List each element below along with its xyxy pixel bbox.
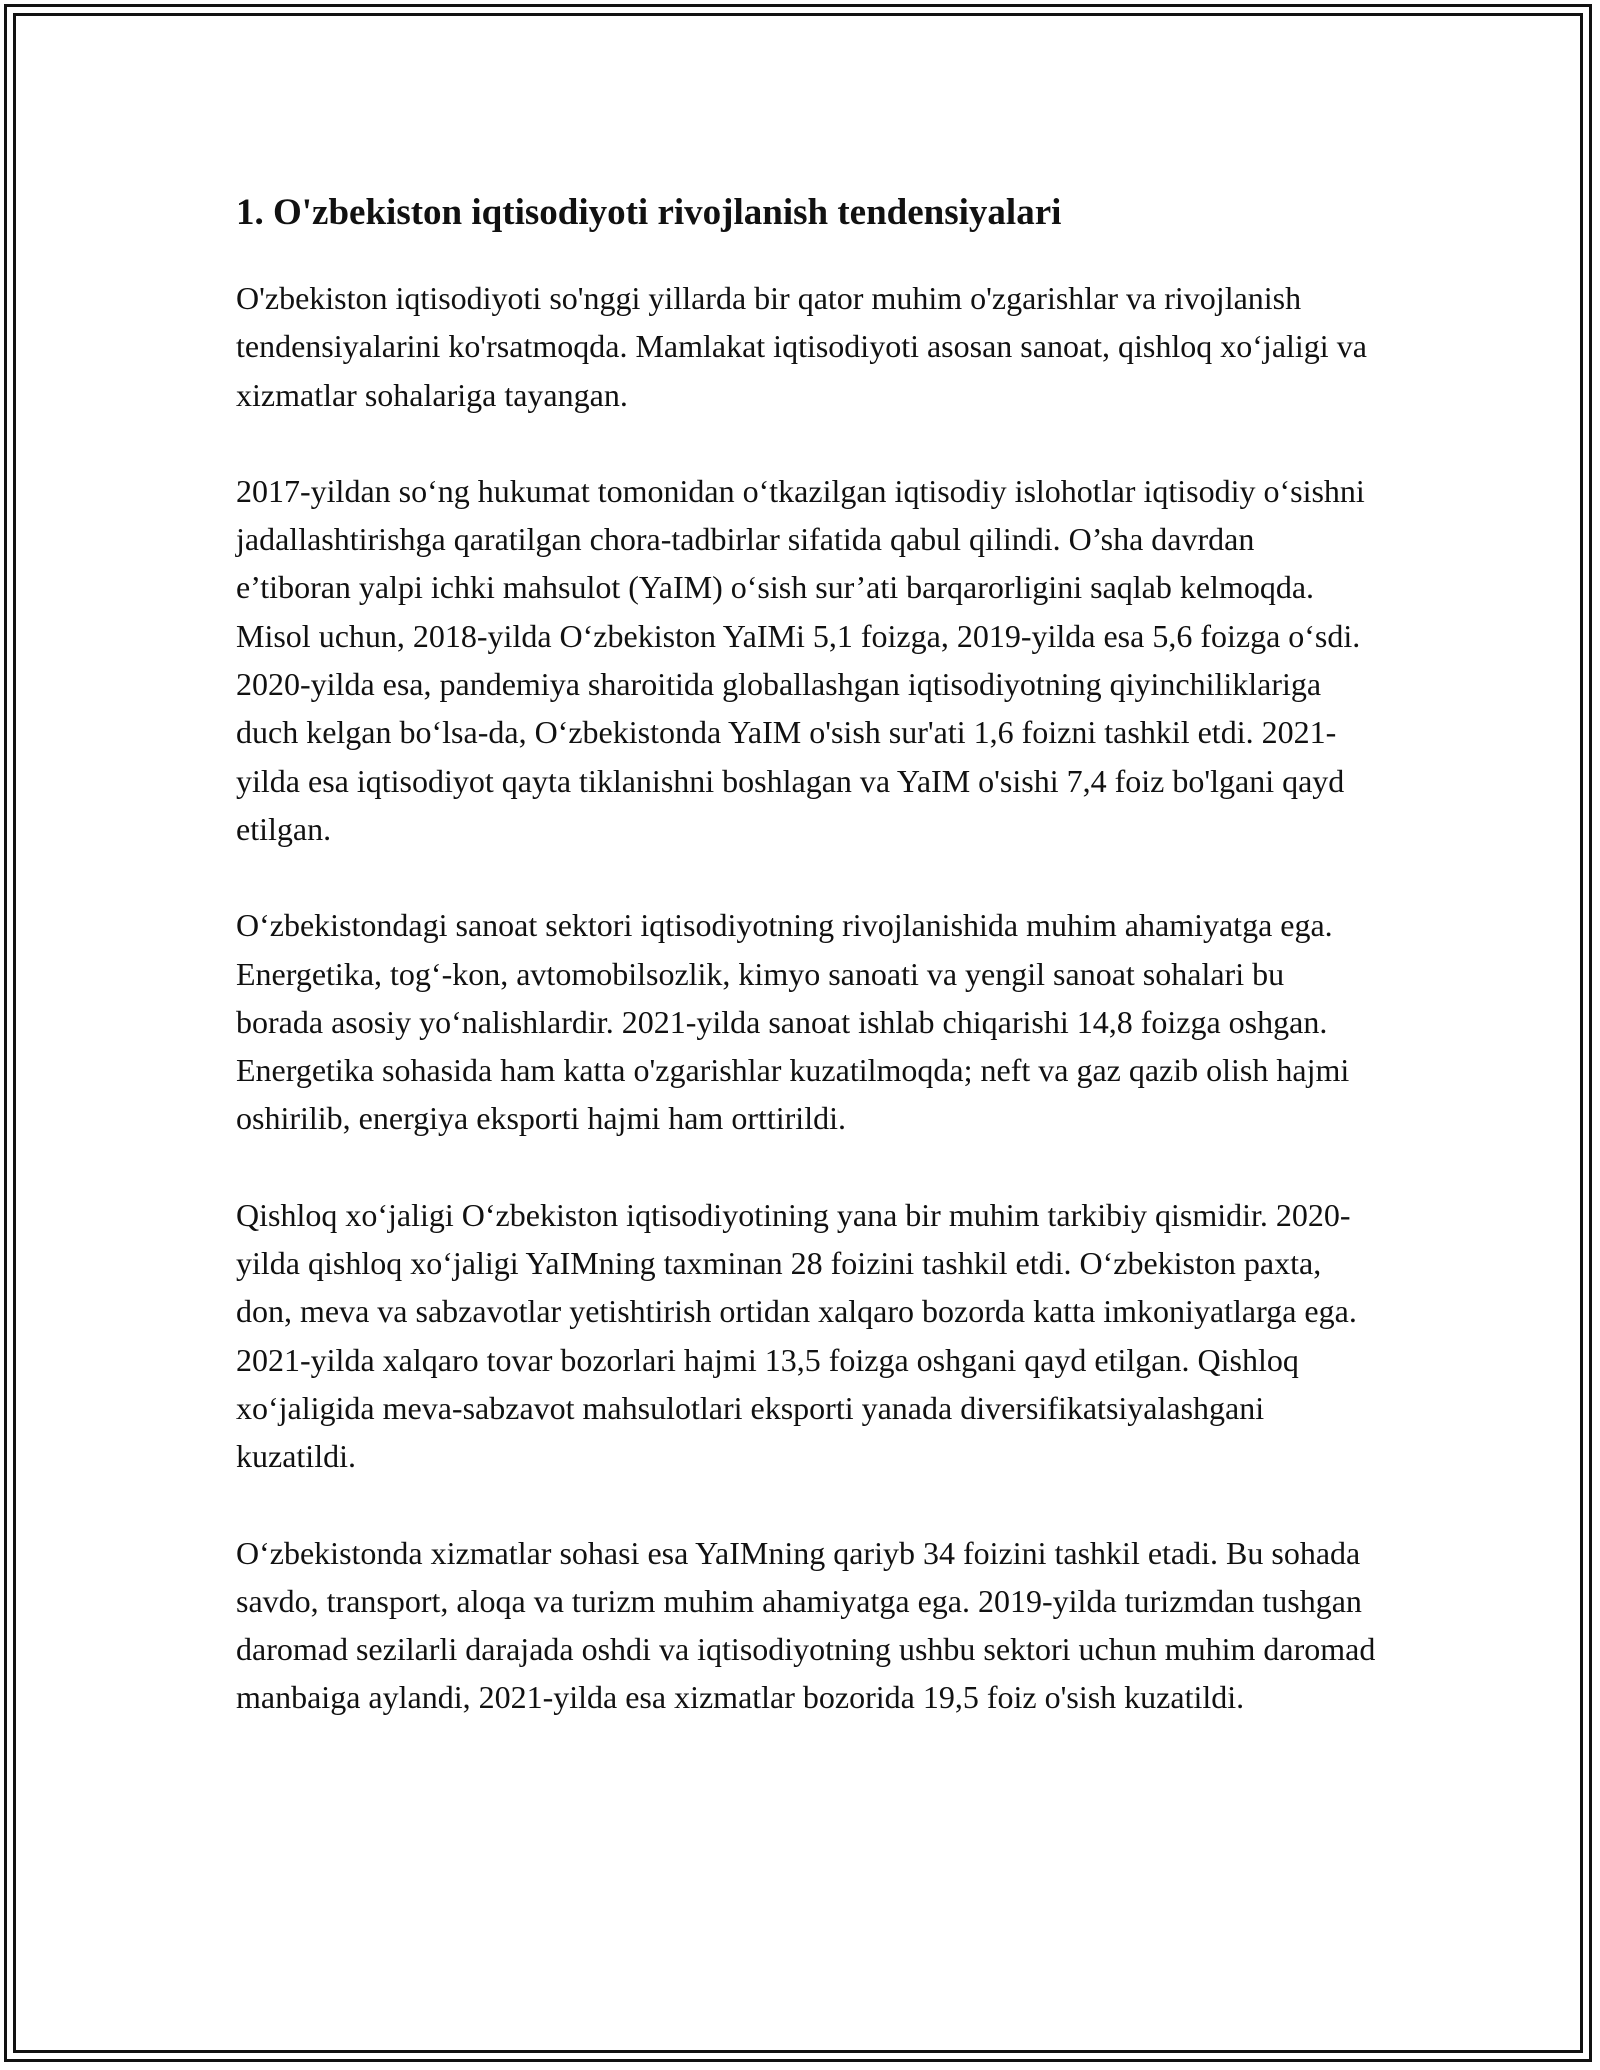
document-body	[236, 188, 1376, 1770]
paragraph-agriculture: Qishloq xo‘jaligi O‘zbekiston iqtisodiyotining yana bir muhim tarkibiy qismidir. 2020-yilda qishloq xo‘jaligi YaIMning taxminan 28 foizini tashkil etdi. O‘zbekiston paxta, don, meva va sabzavotlar yetishtirish ortidan xalqaro bozorda katta imkoniyatlarga ega. 2021-yilda xalqaro tovar bozorlari hajmi 13,5 foizga oshgani qayd etilgan. Qishloq xo‘jaligida meva-sabzavot mahsulotlari eksporti yanada diversifikatsiyalashgani kuzatildi.	[236, 1196, 1357, 1475]
section-heading: 1. O'zbekiston iqtisodiyoti rivojlanish tendensiyalari	[236, 192, 1062, 233]
paragraph-intro: O'zbekiston iqtisodiyoti so'nggi yillarda bir qator muhim o'zgarishlar va rivojlanish tendensiyalarini ko'rsatmoqda. Mamlakat iqtisodiyoti asosan sanoat, qishloq xo‘jaligi va xizmatlar sohalariga tayangan.	[236, 280, 1367, 413]
paragraph-industry: O‘zbekistondagi sanoat sektori iqtisodiyotning rivojlanishida muhim ahamiyatga ega. Energetika, tog‘-kon, avtomobilsozlik, kimyo sanoati va yengil sanoat sohalari bu borada asosiy yo‘nalishlardir. 2021-yilda sanoat ishlab chiqarishi 14,8 foizga oshgan. Energetika sohasida ham katta o'zgarishlar kuzatilmoqda; neft va gaz qazib olish hajmi oshirilib, energiya eksporti hajmi ham orttirildi.	[236, 907, 1350, 1137]
paragraph-services: O‘zbekistonda xizmatlar sohasi esa YaIMning qariyb 34 foizini tashkil etadi. Bu sohada savdo, transport, aloqa va turizm muhim ahamiyatga ega. 2019-yilda turizmdan tushgan daromad sezilarli darajada oshdi va iqtisodiyotning ushbu sektori uchun muhim daromad manbaiga aylandi, 2021-yilda esa xizmatlar bozorida 19,5 foiz o'sish kuzatildi.	[236, 1534, 1376, 1716]
paragraph-gdp-growth: 2017-yildan so‘ng hukumat tomonidan o‘tkazilgan iqtisodiy islohotlar iqtisodiy o‘sishni jadallashtirishga qaratilgan chora-tadbirlar sifatida qabul qilindi. O’sha davrdan e’tiboran yalpi ichki mahsulot (YaIM) o‘sish sur’ati barqarorligini saqlab kelmoqda. Misol uchun, 2018-yilda O‘zbekiston YaIMi 5,1 foizga, 2019-yilda esa 5,6 foizga o‘sdi. 2020-yilda esa, pandemiya sharoitida globallashgan iqtisodiyotning qiyinchiliklariga duch kelgan bo‘lsa-da, O‘zbekistonda YaIM o'sish sur'ati 1,6 foizni tashkil etdi. 2021-yilda esa iqtisodiyot qayta tiklanishni boshlagan va YaIM o'sishi 7,4 foiz bo'lgani qayd etilgan.	[236, 472, 1365, 847]
